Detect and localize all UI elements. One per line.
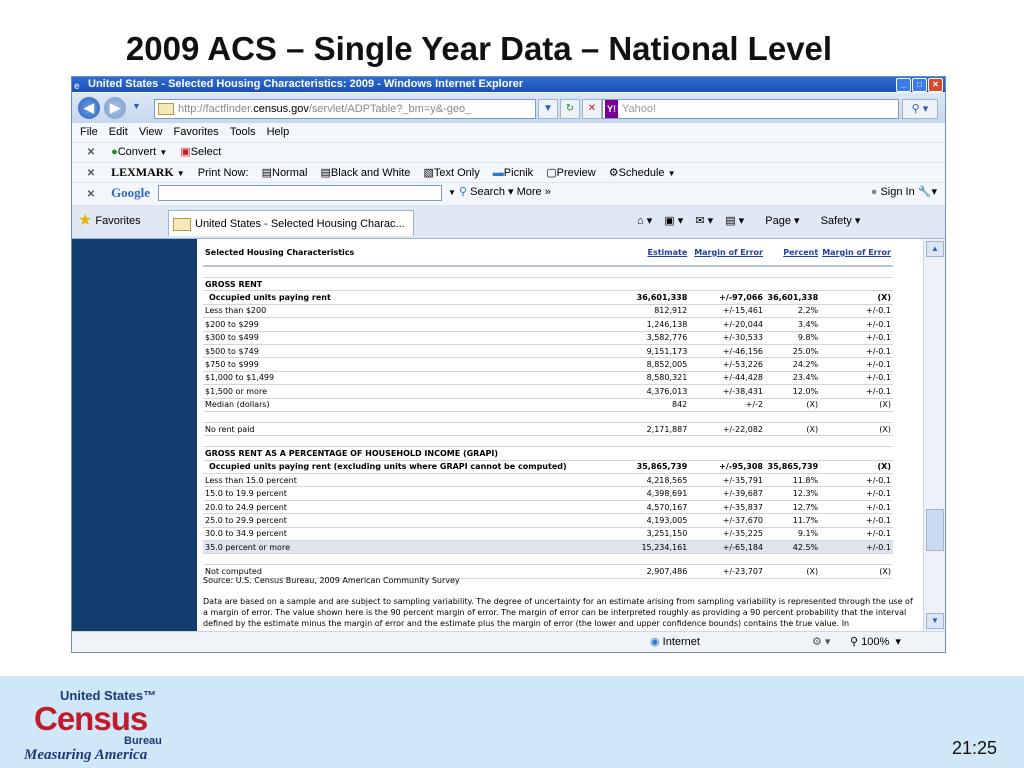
table-cell: (X) (765, 398, 820, 411)
row-label (203, 411, 628, 422)
row-label: $500 to $749 (203, 344, 628, 357)
schedule-icon: ⚙ (608, 167, 619, 179)
scroll-thumb[interactable] (926, 509, 944, 551)
table-cell: (X) (820, 565, 893, 578)
table-cell: 12.3% (765, 487, 820, 500)
table-row (203, 460, 893, 473)
google-toolbar (72, 183, 945, 206)
table-cell (820, 447, 893, 460)
table-cell: +/-22,082 (689, 422, 765, 435)
table-cell: +/-97,066 (689, 291, 765, 304)
table-row (203, 344, 893, 357)
page-menu[interactable]: Page ▾ (765, 215, 800, 227)
table-cell: 23.4% (765, 371, 820, 384)
slide-title: 2009 ACS – Single Year Data – National Level (125, 30, 833, 67)
table-cell: 36,601,338 (765, 291, 820, 304)
table-header-row (203, 239, 893, 266)
table-cell: +/-35,837 (689, 500, 765, 513)
home-icon[interactable]: ⌂ ▾ (637, 215, 653, 227)
printer-icon: ▤ (261, 167, 272, 179)
table-cell: +/-0.1 (820, 487, 893, 500)
table-cell: (X) (820, 291, 893, 304)
table-row (203, 514, 893, 527)
table-cell: 842 (628, 398, 690, 411)
table-cell (765, 278, 820, 291)
favorites-star-icon: ★ (78, 212, 93, 230)
table-cell: 25.0% (765, 344, 820, 357)
table-cell (765, 411, 820, 422)
table-cell: +/-0.1 (820, 358, 893, 371)
convert-button[interactable]: Convert (117, 146, 157, 158)
column-header-link[interactable]: Percent (765, 239, 820, 266)
table-cell: 12.7% (765, 500, 820, 513)
table-cell: 42.5% (765, 541, 820, 554)
table-cell: 2.2% (765, 304, 820, 317)
address-bar[interactable]: http://factfinder.census.gov/servlet/ADPTable?_bm=y&-geo_ (154, 99, 536, 119)
vertical-scrollbar[interactable] (923, 239, 946, 631)
feeds-icon[interactable]: ▣ ▾ (664, 215, 684, 227)
row-label: Less than $200 (203, 304, 628, 317)
protected-mode-icon[interactable]: ⚙ ▾ (812, 636, 831, 648)
menu-edit[interactable]: Edit (108, 126, 128, 138)
table-cell: +/-53,226 (689, 358, 765, 371)
close-button[interactable]: ✕ (928, 78, 943, 92)
yahoo-badge: Y! (605, 100, 618, 118)
address-dropdown-icon[interactable]: ▼ (538, 99, 558, 119)
row-label: $300 to $499 (203, 331, 628, 344)
table-cell: 36,601,338 (628, 291, 690, 304)
google-search-button[interactable]: ▼ ⚲ Search ▾ More » (448, 186, 551, 198)
table-cell: 9.1% (765, 527, 820, 540)
housing-table (203, 239, 893, 579)
lexmark-dropdown-icon[interactable]: ▼ (176, 169, 185, 178)
scroll-down-icon[interactable]: ▼ (926, 613, 944, 629)
column-header-characteristics: Selected Housing Characteristics (203, 239, 628, 266)
table-row (203, 500, 893, 513)
window-titlebar[interactable] (72, 77, 945, 92)
table-cell: 9.8% (765, 331, 820, 344)
table-cell: 15,234,161 (628, 541, 690, 554)
table-cell: 4,376,013 (628, 385, 690, 398)
table-row (203, 266, 893, 278)
table-cell: +/-23,707 (689, 565, 765, 578)
zoom-icon: ⚲ (850, 636, 859, 648)
row-label: 15.0 to 19.9 percent (203, 487, 628, 500)
mail-icon[interactable]: ✉ ▾ (695, 215, 714, 227)
table-cell: 24.2% (765, 358, 820, 371)
table-row (203, 291, 893, 304)
table-row (203, 385, 893, 398)
status-bar (72, 631, 945, 652)
schedule-button[interactable]: ⚙Schedule ▼ (608, 167, 676, 179)
table-cell: 8,852,005 (628, 358, 690, 371)
scroll-up-icon[interactable]: ▲ (926, 241, 944, 257)
history-dropdown-icon[interactable]: ▼ (132, 101, 141, 111)
table-row (203, 318, 893, 331)
table-cell (820, 554, 893, 565)
table-cell: 4,193,005 (628, 514, 690, 527)
table-cell (628, 447, 690, 460)
security-zone[interactable]: ◉ Internet (650, 636, 700, 648)
row-label: GROSS RENT AS A PERCENTAGE OF HOUSEHOLD INCOME (GRAPI) (203, 447, 628, 460)
table-cell: 35,865,739 (765, 460, 820, 473)
table-row (203, 474, 893, 487)
table-cell: +/-65,184 (689, 541, 765, 554)
table-row (203, 422, 893, 435)
table-cell: 12.0% (765, 385, 820, 398)
table-cell: (X) (765, 422, 820, 435)
table-cell: (X) (820, 398, 893, 411)
printer-icon: ▤ (320, 167, 331, 179)
table-cell: +/-0.1 (820, 527, 893, 540)
select-button[interactable]: Select (190, 146, 222, 158)
table-row (203, 447, 893, 460)
row-label (203, 554, 628, 565)
menu-view[interactable]: View (138, 126, 163, 138)
google-search-input[interactable] (158, 185, 442, 201)
table-cell (765, 447, 820, 460)
minimize-button[interactable]: _ (896, 78, 911, 92)
table-cell (820, 278, 893, 291)
google-logo: Google (111, 185, 151, 200)
table-cell (820, 436, 893, 447)
tab-bar (72, 206, 945, 239)
browser-window (71, 76, 946, 653)
command-bar (628, 213, 860, 229)
print-text-button[interactable]: ▧Text Only (423, 167, 480, 179)
census-tagline: Measuring America (24, 747, 148, 763)
page-number: 21:25 (952, 738, 998, 758)
table-row (203, 411, 893, 422)
table-cell: +/-15,461 (689, 304, 765, 317)
row-label: $750 to $999 (203, 358, 628, 371)
table-cell: +/-0.1 (820, 514, 893, 527)
row-label: GROSS RENT (203, 278, 628, 291)
table-cell (689, 436, 765, 447)
table-cell: 8,580,321 (628, 371, 690, 384)
search-input[interactable]: Y! Yahoo! (602, 99, 899, 119)
table-cell (689, 278, 765, 291)
picnik-icon: ▬ (492, 167, 504, 179)
address-toolbar (72, 93, 945, 123)
page-content (72, 239, 923, 631)
convert-icon: ● (111, 146, 118, 158)
row-label: 25.0 to 29.9 percent (203, 514, 628, 527)
table-cell: +/-0.1 (820, 331, 893, 344)
picnik-button[interactable]: ▬Picnik (492, 167, 534, 179)
methodology-note: Data are based on a sample and are subject to sampling variability. The degree of uncertainty for an estimate arising from sampling variability is represented through the use of a margin of error. The value shown here is the 90 percent margin of error. The margin of error can be interpreted roughly as providing a 90 percent probability that the interval defined by the estimate minus the margin of error and the estimate plus the margin of error (the lower and upper confidence bounds) contains the true value. In (203, 597, 913, 628)
table-cell (689, 447, 765, 460)
column-header-link[interactable]: Margin of Error (820, 239, 893, 266)
row-label (203, 436, 628, 447)
globe-icon: ◉ (650, 636, 660, 648)
table-cell: +/-37,670 (689, 514, 765, 527)
window-title: United States - Selected Housing Characteristics: 2009 - Windows Internet Explorer (88, 78, 524, 90)
table-cell: 35,865,739 (628, 460, 690, 473)
table-cell (820, 266, 893, 278)
table-cell: 3.4% (765, 318, 820, 331)
close-toolbar-icon[interactable]: ✕ (86, 147, 96, 158)
table-cell: 11.7% (765, 514, 820, 527)
table-cell (765, 554, 820, 565)
row-label: $1,500 or more (203, 385, 628, 398)
table-cell: (X) (765, 565, 820, 578)
table-cell: 2,171,887 (628, 422, 690, 435)
table-cell (628, 266, 690, 278)
table-row (203, 371, 893, 384)
close-toolbar-icon[interactable]: ✕ (86, 189, 96, 200)
table-cell: 1,246,138 (628, 318, 690, 331)
close-toolbar-icon[interactable]: ✕ (86, 168, 96, 179)
table-cell: 3,251,150 (628, 527, 690, 540)
print-icon[interactable]: ▤ ▾ (725, 215, 745, 227)
table-row (203, 331, 893, 344)
row-label: No rent paid (203, 422, 628, 435)
census-logo: United States™ Census Bureau Measuring America (24, 688, 162, 763)
preview-icon: ▢ (546, 167, 557, 179)
table-cell: +/-35,791 (689, 474, 765, 487)
table-row (203, 278, 893, 291)
table-cell (765, 266, 820, 278)
print-bw-button[interactable]: ▤Black and White (320, 167, 411, 179)
table-cell: +/-46,156 (689, 344, 765, 357)
table-cell: +/-0.1 (820, 304, 893, 317)
more-button[interactable]: More » (516, 186, 551, 198)
table-cell: +/-44,428 (689, 371, 765, 384)
table-cell: +/-2 (689, 398, 765, 411)
table-cell: +/-95,308 (689, 460, 765, 473)
table-row (203, 436, 893, 447)
table-cell: (X) (820, 422, 893, 435)
table-cell: 3,582,776 (628, 331, 690, 344)
table-cell: +/-0.1 (820, 344, 893, 357)
zoom-level[interactable]: ⚲ 100% ▾ (850, 636, 901, 648)
table-row (203, 527, 893, 540)
table-row (203, 554, 893, 565)
menu-help[interactable]: Help (266, 126, 290, 138)
wrench-icon[interactable]: 🔧▾ (917, 186, 937, 198)
table-cell: +/-0.1 (820, 385, 893, 398)
menu-tools[interactable]: Tools (229, 126, 256, 138)
forward-button[interactable]: ▶ (104, 97, 126, 119)
source-text: Source: U.S. Census Bureau, 2009 American Community Survey (203, 576, 460, 585)
user-icon: ● (870, 186, 878, 198)
table-cell: (X) (820, 460, 893, 473)
ie-icon: e (74, 81, 80, 92)
tab-selected-housing[interactable]: United States - Selected Housing Charac... (168, 210, 414, 236)
back-button[interactable]: ◀ (78, 97, 100, 119)
table-cell: +/-0.1 (820, 500, 893, 513)
page-icon (173, 218, 191, 231)
column-header-link[interactable]: Estimate (628, 239, 690, 266)
table-cell: 4,570,167 (628, 500, 690, 513)
print-normal-button[interactable]: ▤Normal (261, 167, 308, 179)
maximize-button[interactable]: □ (912, 78, 927, 92)
table-cell: 812,912 (628, 304, 690, 317)
table-cell: 4,398,691 (628, 487, 690, 500)
table-cell: +/-0.1 (820, 474, 893, 487)
text-icon: ▧ (423, 167, 434, 179)
row-label: 20.0 to 24.9 percent (203, 500, 628, 513)
row-label: $1,000 to $1,499 (203, 371, 628, 384)
print-now-label: Print Now: (197, 167, 249, 179)
table-cell: +/-20,044 (689, 318, 765, 331)
table-notes (203, 575, 913, 629)
safety-menu[interactable]: Safety ▾ (820, 215, 861, 227)
convert-dropdown-icon[interactable]: ▼ (159, 148, 168, 157)
table-cell (628, 554, 690, 565)
table-cell: +/-39,687 (689, 487, 765, 500)
table-cell (765, 436, 820, 447)
table-cell: 2,907,486 (628, 565, 690, 578)
left-nav-stripe (72, 239, 197, 631)
table-cell (689, 411, 765, 422)
table-cell: 9,151,173 (628, 344, 690, 357)
sign-in-button[interactable]: ● Sign In 🔧▾ (870, 186, 937, 198)
search-icon: ⚲ (458, 186, 468, 198)
row-label: $200 to $299 (203, 318, 628, 331)
table-cell: +/-38,431 (689, 385, 765, 398)
refresh-icon[interactable]: ↻ (560, 99, 580, 119)
table-row (203, 398, 893, 411)
table-cell (689, 266, 765, 278)
table-cell (820, 411, 893, 422)
menu-favorites[interactable]: Favorites (173, 126, 219, 138)
row-label: 35.0 percent or more (203, 541, 628, 554)
table-cell: 4,218,565 (628, 474, 690, 487)
row-label (203, 266, 628, 278)
table-cell: +/-35,225 (689, 527, 765, 540)
table-cell: +/-0.1 (820, 371, 893, 384)
table-row (203, 541, 893, 554)
table-cell (628, 436, 690, 447)
slide-footer (0, 676, 1024, 768)
table-row (203, 304, 893, 317)
row-label: Median (dollars) (203, 398, 628, 411)
row-label: Occupied units paying rent (excluding units where GRAPI cannot be computed) (203, 460, 628, 473)
search-icon[interactable]: ⚲ ▾ (902, 99, 938, 119)
row-label: 30.0 to 34.9 percent (203, 527, 628, 540)
table-cell: +/-0.1 (820, 318, 893, 331)
preview-button[interactable]: ▢Preview (546, 167, 596, 179)
menu-file[interactable]: File (80, 126, 98, 138)
stop-icon[interactable]: ✕ (582, 99, 602, 119)
row-label: Occupied units paying rent (203, 291, 628, 304)
table-row (203, 358, 893, 371)
row-label: Less than 15.0 percent (203, 474, 628, 487)
table-row (203, 487, 893, 500)
lexmark-toolbar (72, 163, 945, 183)
favorites-button[interactable]: ★ Favorites (78, 212, 141, 230)
column-header-link[interactable]: Margin of Error (689, 239, 765, 266)
table-cell (628, 411, 690, 422)
lexmark-logo[interactable]: LEXMARK (111, 165, 174, 179)
table-cell: 11.8% (765, 474, 820, 487)
table-cell (628, 278, 690, 291)
table-cell: +/-0.1 (820, 541, 893, 554)
select-icon: ▣ (180, 146, 191, 158)
search-dropdown-icon[interactable]: ▼ (448, 188, 456, 197)
table-cell: +/-30,533 (689, 331, 765, 344)
page-icon (158, 103, 174, 115)
convert-toolbar (72, 143, 945, 163)
table-cell (689, 554, 765, 565)
row-label: Not computed (203, 565, 628, 578)
menu-bar (72, 123, 945, 143)
